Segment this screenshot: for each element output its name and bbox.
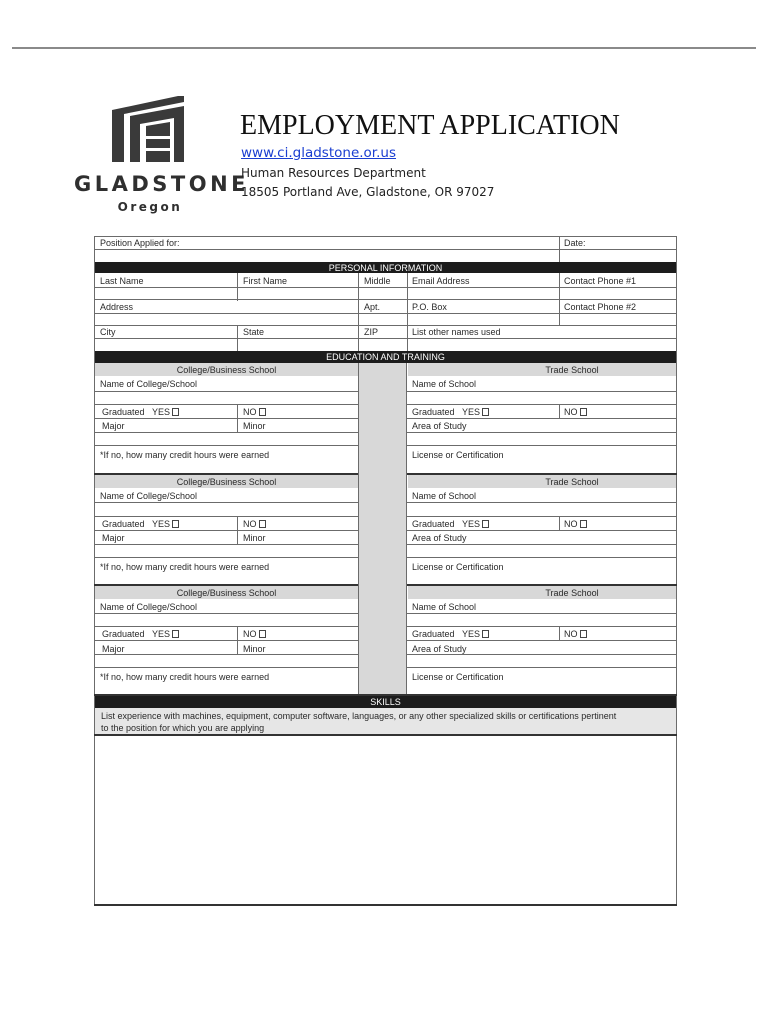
page-title: EMPLOYMENT APPLICATION (240, 110, 620, 141)
college-title-2: College/Business School (176, 477, 277, 487)
gladstone-logo (74, 96, 250, 222)
city-label: City (100, 327, 116, 337)
major-label-3: Major (102, 644, 125, 654)
phone1-field[interactable] (560, 288, 676, 299)
website-link[interactable]: www.ci.gladstone.or.us (241, 145, 396, 161)
state-label: State (243, 327, 265, 337)
trade-name-label-1: Name of School (412, 379, 477, 389)
trade-title-2: Trade School (545, 477, 599, 487)
logo-wordmark: GLADSTONE (74, 172, 250, 196)
state-field[interactable] (238, 339, 357, 351)
no-checkbox-icon[interactable] (259, 630, 266, 638)
yes-checkbox-icon[interactable] (172, 408, 179, 416)
trade-no-label-1: NO (564, 407, 587, 418)
trade-name-label-3: Name of School (412, 602, 477, 612)
last-name-field[interactable] (95, 288, 236, 299)
major-field-3[interactable] (95, 655, 357, 666)
license-label-2: License or Certification (412, 562, 504, 572)
college-title-3: College/Business School (176, 588, 277, 598)
trade-graduated-label-1: Graduated YES (412, 407, 489, 418)
middle-field[interactable] (359, 288, 406, 299)
zip-label: ZIP (364, 327, 379, 337)
other-names-field[interactable] (408, 339, 676, 351)
personal-info-title: PERSONAL INFORMATION (328, 263, 443, 273)
education-divider-column (358, 363, 407, 695)
yes-checkbox-icon[interactable] (482, 630, 489, 638)
trade-title-3: Trade School (545, 588, 599, 598)
college-name-field-3[interactable] (95, 614, 357, 626)
major-label-2: Major (102, 533, 125, 543)
trade-graduated-label-3: Graduated YES (412, 629, 489, 640)
no-label-2: NO (243, 519, 266, 530)
minor-label-3: Minor (243, 644, 266, 654)
phone2-label: Contact Phone #2 (564, 302, 637, 312)
major-field-2[interactable] (95, 545, 357, 556)
yes-checkbox-icon[interactable] (172, 630, 179, 638)
trade-graduated-label-2: Graduated YES (412, 519, 489, 530)
email-label: Email Address (412, 276, 470, 286)
area-of-study-field-3[interactable] (408, 655, 676, 666)
phone2-field[interactable] (560, 314, 676, 325)
apt-label: Apt. (364, 302, 381, 312)
application-form (94, 236, 677, 905)
no-label-1: NO (243, 407, 266, 418)
trade-title-1: Trade School (545, 365, 599, 375)
email-field[interactable] (408, 288, 558, 299)
skills-textarea[interactable] (96, 737, 675, 903)
first-name-field[interactable] (238, 288, 357, 299)
area-of-study-label-2: Area of Study (412, 533, 467, 543)
zip-field[interactable] (359, 339, 406, 351)
middle-label: Middle (364, 276, 391, 286)
date-field[interactable] (560, 250, 676, 262)
credit-hours-label-1: *If no, how many credit hours were earned (100, 450, 270, 460)
college-name-field-1[interactable] (95, 392, 357, 404)
apt-field[interactable] (359, 314, 406, 325)
yes-checkbox-icon[interactable] (482, 520, 489, 528)
city-field[interactable] (95, 339, 236, 351)
graduated-label-1: Graduated YES (102, 407, 179, 418)
no-checkbox-icon[interactable] (580, 520, 587, 528)
address-text: 18505 Portland Ave, Gladstone, OR 97027 (241, 185, 495, 199)
license-label-1: License or Certification (412, 450, 504, 460)
date-label: Date: (564, 238, 586, 248)
no-checkbox-icon[interactable] (580, 630, 587, 638)
phone1-label: Contact Phone #1 (564, 276, 637, 286)
logo-mark-icon (112, 96, 188, 164)
department-text: Human Resources Department (241, 166, 426, 180)
no-checkbox-icon[interactable] (580, 408, 587, 416)
no-label-3: NO (243, 629, 266, 640)
major-field-1[interactable] (95, 433, 357, 444)
no-checkbox-icon[interactable] (259, 408, 266, 416)
skills-instructions-line1: List experience with machines, equipment, computer software, languages, or any other specialized skills or certifications pertinent (101, 711, 617, 721)
minor-label-2: Minor (243, 533, 266, 543)
college-name-field-2[interactable] (95, 503, 357, 515)
last-name-label: Last Name (100, 276, 144, 286)
area-of-study-field-2[interactable] (408, 545, 676, 556)
position-field[interactable] (95, 250, 558, 262)
trade-no-label-3: NO (564, 629, 587, 640)
trade-name-field-1[interactable] (408, 392, 676, 404)
position-label: Position Applied for: (100, 238, 180, 248)
trade-name-field-2[interactable] (408, 503, 676, 515)
address-field[interactable] (95, 314, 357, 325)
education-title: EDUCATION AND TRAINING (326, 352, 445, 362)
yes-checkbox-icon[interactable] (482, 408, 489, 416)
area-of-study-field-1[interactable] (408, 433, 676, 444)
po-box-field[interactable] (408, 314, 558, 325)
skills-title: SKILLS (370, 697, 401, 707)
credit-hours-label-3: *If no, how many credit hours were earned (100, 672, 270, 682)
area-of-study-label-1: Area of Study (412, 421, 467, 431)
no-checkbox-icon[interactable] (259, 520, 266, 528)
graduated-label-2: Graduated YES (102, 519, 179, 530)
college-name-label-2: Name of College/School (100, 491, 198, 501)
college-title-1: College/Business School (176, 365, 277, 375)
minor-label-1: Minor (243, 421, 266, 431)
license-label-3: License or Certification (412, 672, 504, 682)
first-name-label: First Name (243, 276, 288, 286)
trade-name-field-3[interactable] (408, 614, 676, 626)
credit-hours-label-2: *If no, how many credit hours were earned (100, 562, 270, 572)
graduated-label-3: Graduated YES (102, 629, 179, 640)
skills-instructions-line2: to the position for which you are applying (101, 723, 265, 733)
college-name-label-1: Name of College/School (100, 379, 198, 389)
logo-subtitle: Oregon (117, 200, 183, 214)
major-label-1: Major (102, 421, 125, 431)
college-name-label-3: Name of College/School (100, 602, 198, 612)
area-of-study-label-3: Area of Study (412, 644, 467, 654)
top-divider (12, 47, 756, 49)
po-box-label: P.O. Box (412, 302, 447, 312)
yes-checkbox-icon[interactable] (172, 520, 179, 528)
other-names-label: List other names used (412, 327, 501, 337)
address-label: Address (100, 302, 134, 312)
trade-no-label-2: NO (564, 519, 587, 530)
trade-name-label-2: Name of School (412, 491, 477, 501)
